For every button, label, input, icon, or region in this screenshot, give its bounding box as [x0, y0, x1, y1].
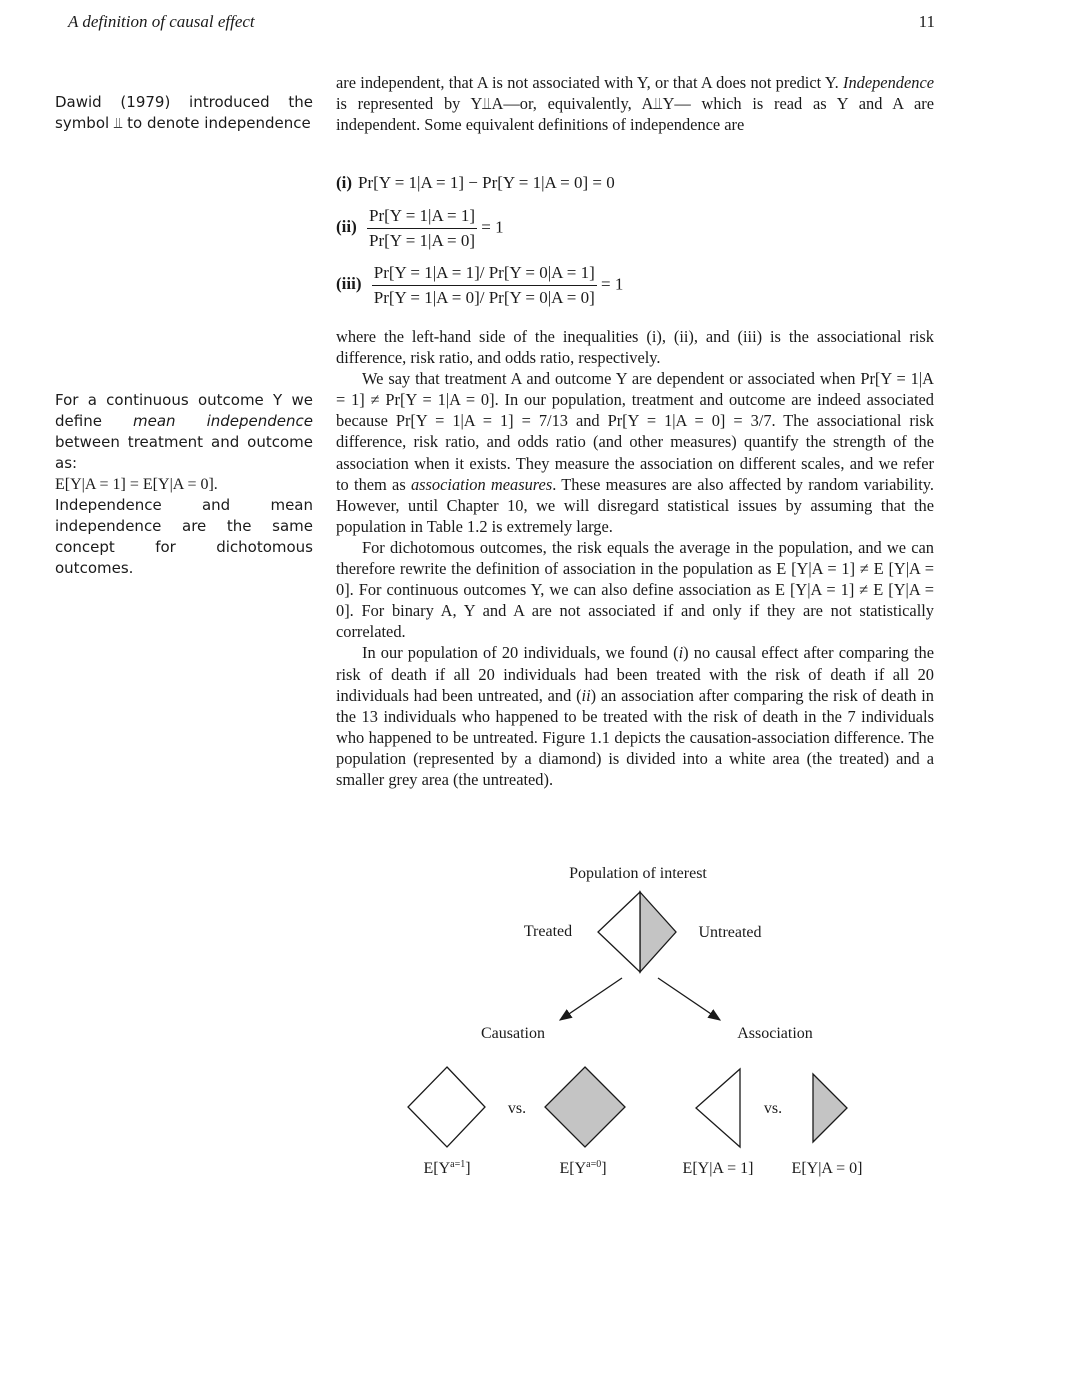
- margin-note-mean-independence: For a continuous outcome Y we define mean independence between treatment and outcome as: E[Y|A = 1] = E[Y|A = 0]. Independence and mean independence are the same concept for dichotomous outcomes.: [55, 391, 313, 577]
- body-paragraph-2: where the left-hand side of the inequalities (i), (ii), and (iii) is the associational risk difference, risk ratio, and odds ratio, respectively.: [336, 327, 934, 368]
- population-diamond: [598, 892, 676, 972]
- half-diamond-treated: [696, 1069, 740, 1147]
- diamond-all-untreated: [545, 1067, 625, 1147]
- arrow-causation: [560, 978, 622, 1020]
- body-paragraph-4: For dichotomous outcomes, the risk equals the average in the population, and we can therefore rewrite the definition of association in the population as E [Y|A = 1] ≠ E [Y|A = 0]. For continuous outcomes Y, we can also define association as E [Y|A = 1] ≠ E [Y|A = 0]. For binary A, Y and A are not associated if and only if they are not statistically correlated.: [336, 537, 934, 642]
- equation-ii: (ii) $\frac{Pr[Y = 1|A = 1]}{Pr[Y = 1|A = 0]}$ = 1: [336, 206, 504, 250]
- figure-causation-association: [400, 852, 880, 1192]
- untreated-label: Untreated: [698, 924, 762, 941]
- diamond-all-treated: [408, 1067, 485, 1147]
- body-paragraph-3: We say that treatment A and outcome Y are dependent or associated when Pr[Y = 1|A = 1] ≠ Pr[Y = 1|A = 0]. In our population, treatment and outcome are indeed associated because Pr[Y = 1|A = 1] = 7/13 and Pr[Y = 1|A = 0] = 3/7. The associational risk difference, risk ratio, and odds ratio (and other measures) quantify the strength of the association when it exists. They measure the association on different scales, and we refer to them as association measures. These measures are also affected by random variability. However, until Chapter 10, we will disregard statistical issues by assuming that the population in Table 1.2 is extremely large.: [336, 369, 934, 536]
- treated-label: Treated: [523, 923, 573, 940]
- running-title: A definition of causal effect: [68, 12, 255, 31]
- body-paragraph-5: In our population of 20 individuals, we found (i) no causal effect after comparing the risk of death if all 20 individuals had been treated with the risk of death if all 20 individuals had been untreated, and (ii) an association after comparing the risk of death in the 13 individuals who happened to be treated with the risk of death in the 7 individuals who happened to be untreated. Figure 1.1 depicts the causation-association difference. The population (represented by a diamond) is divided into a white area (the treated) and a smaller grey area (the untreated).: [336, 643, 934, 789]
- label-e-y-a1: $E[Y^{a=1}]$: [423, 1159, 471, 1177]
- treated-area: [598, 892, 640, 972]
- vs-label-association: vs.: [763, 1100, 783, 1117]
- arrow-association: [658, 978, 720, 1020]
- equation-i: (i) Pr[Y = 1|A = 1] − Pr[Y = 1|A = 0] = 0: [336, 173, 615, 192]
- figure-title: Population of interest: [569, 865, 707, 882]
- label-e-y-given-a0: E[Y|A = 0]: [791, 1160, 863, 1177]
- label-e-y-a0: $E[Y^{a=0}]$: [559, 1159, 607, 1177]
- equation-iii: (iii) $\frac{Pr[Y = 1|A = 1]/ Pr[Y = 0|A = 1]}{Pr[Y = 1|A = 0]/ Pr[Y = 0|A = 0]}$ = 1: [336, 263, 624, 307]
- body-paragraphs: [336, 326, 934, 790]
- vs-label-causation: vs.: [507, 1100, 527, 1117]
- label-e-y-given-a1: E[Y|A = 1]: [682, 1160, 754, 1177]
- untreated-area: [640, 892, 676, 972]
- page-number: 11: [918, 12, 935, 31]
- body-paragraph-1: are independent, that A is not associated with Y, or that A does not predict Y. Independence is represented by Y⫫A—or, equivalently, A⫫Y— which is read as Y and A are independent. Some equivalent definitions of independence are: [336, 73, 934, 135]
- association-label: Association: [737, 1025, 813, 1042]
- margin-note-dawid: Dawid (1979) introduced the symbol ⫫ to denote independence: [55, 93, 313, 132]
- causation-label: Causation: [481, 1025, 545, 1042]
- half-diamond-untreated: [813, 1074, 847, 1142]
- mean-independence-formula: E[Y|A = 1] = E[Y|A = 0].: [55, 476, 218, 493]
